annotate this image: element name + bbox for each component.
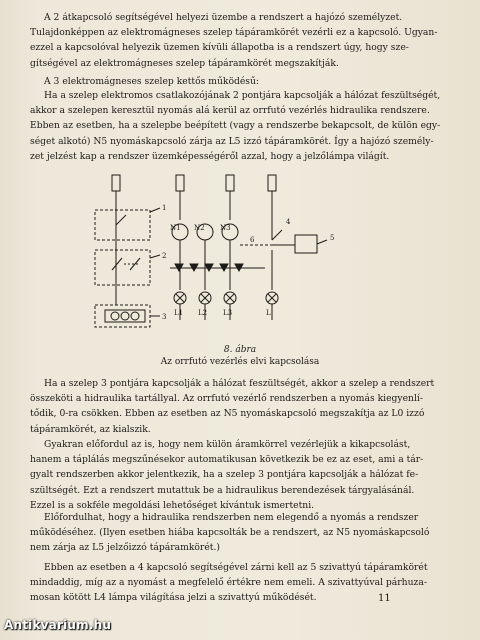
- text-line: akkor a szelepen keresztül nyomás alá kerül az orrfutó vezérlés hidraulika rendszere.: [30, 105, 430, 117]
- text-line: Tulajdonképpen az elektromágneses szelep tápáramkörét vezérli ez a kapcsoló. Ugyan-: [30, 27, 438, 39]
- figure-label: L1: [174, 309, 184, 317]
- paragraph: [30, 437, 450, 513]
- dashed-outlines: [95, 210, 150, 327]
- text-line: szültségét. Ezt a rendszert mutattuk be a hidraulikus berendezések tárgyalásánál.: [30, 484, 415, 496]
- text-line: zet jelzést kap a rendszer üzemképességéről azzal, hogy a jelzőlámpa világít.: [30, 150, 390, 162]
- figure-label: 6: [250, 236, 255, 244]
- text-line: gyalt rendszerben akkor jelentkezik, ha a szelep 3 pontjára kapcsolják a hálózat fe-: [30, 469, 419, 481]
- text-line: A 2 átkapcsoló segítségével helyezi üzembe a rendszert a hajózó személyzet.: [44, 12, 403, 23]
- text-line: Ebben az esetben a 4 kapcsoló segítségével zárni kell az 5 szivattyú tápáramkörét: [44, 562, 428, 573]
- text-line: működéséhez. (Ilyen esetben hiába kapcsolták be a rendszert, az N5 nyomáskapcsoló: [30, 527, 430, 539]
- text-line: Ebben az esetben, ha a szelepbe beépített (vagy a rendszerbe bekapcsolt, de külön egy-: [30, 120, 441, 132]
- figure-label: L2: [198, 309, 208, 317]
- lamps: [174, 292, 278, 304]
- text-line: gítségével az elektromágneses szelep tápáramkörét megszakítják.: [30, 57, 339, 69]
- text-line: tődik, 0-ra csökken. Ebben az esetben az N5 nyomáskapcsoló megszakítja az L0 izzó: [30, 408, 425, 420]
- switch-1: [116, 215, 126, 225]
- text-line: Ha a szelep 3 pontjára kapcsolják a hálózat feszültségét, akkor a szelep a rendszert: [44, 378, 435, 389]
- paragraph: [30, 10, 450, 71]
- text-line: nem zárja az L5 jelzőizzó tápáramkörét.): [30, 542, 220, 554]
- watermark-logo: Antikvarium.hu: [4, 618, 112, 632]
- text-line: Ha a szelep elektromos csatlakozójának 2 pontjára kapcsolják a hálózat feszültségét,: [44, 90, 441, 101]
- text-line: séget alkotó) N5 nyomáskapcsoló zárja az L5 izzó tápáramkörét. Így a hajózó személy-: [30, 135, 434, 147]
- text-line: Gyakran előfordul az is, hogy nem külön áramkörrel vezérlejük a kikapcsolást,: [44, 439, 411, 450]
- figure-label: N3: [220, 224, 231, 232]
- page-number: 11: [378, 593, 391, 604]
- text-line: összeköti a hidraulika tartállyal. Az orrfutó vezérlő rendszerben a nyomás kiegyenlí-: [30, 393, 423, 405]
- figure-label: 5: [330, 234, 335, 242]
- fuses: [112, 175, 276, 191]
- text-line: hanem a táplálás megszűnésekor automatikusan következik be ez az eset, ami a tár-: [30, 454, 424, 466]
- paragraph: [30, 74, 450, 89]
- figure-label: N1: [170, 224, 181, 232]
- text-line: mosan kötött L4 lámpa világítása jelzi a szivattyú működését.: [30, 592, 317, 604]
- text-line: ezzel a kapcsolóval helyezik üzemen kívüli állapotba is a rendszert úgy, hogy sze-: [30, 42, 409, 54]
- text-line: Ezzel is a sokféle megoldási lehetőséget kívántuk ismertetni.: [30, 499, 315, 511]
- figure-label: 1: [162, 204, 167, 212]
- text-line: Előfordulhat, hogy a hidraulika rendszerben nem elegendő a nyomás a rendszer: [44, 512, 419, 523]
- figure-number: 8. ábra: [223, 345, 257, 355]
- text-line: A 3 elektromágneses szelep kettős működésű:: [44, 76, 260, 87]
- paragraph: [30, 88, 450, 164]
- figure-label: L3: [223, 309, 233, 317]
- text-line: tápáramkörét, az kialszik.: [30, 423, 151, 435]
- figure-label: 4: [286, 218, 291, 226]
- figure-label: 2: [162, 252, 167, 260]
- figure-caption: Az orrfutó vezérlés elvi kapcsolása: [160, 357, 320, 367]
- figure-label: 3: [162, 313, 167, 321]
- figure-label: L: [266, 309, 271, 317]
- paragraph: [30, 376, 450, 437]
- figure-label: N2: [194, 224, 205, 232]
- circuit-diagram: [90, 170, 390, 340]
- text-line: mindaddig, míg az a nyomást a megfelelő értékre nem emeli. A szivattyúval párhuza-: [30, 577, 427, 589]
- paragraph: [30, 510, 450, 556]
